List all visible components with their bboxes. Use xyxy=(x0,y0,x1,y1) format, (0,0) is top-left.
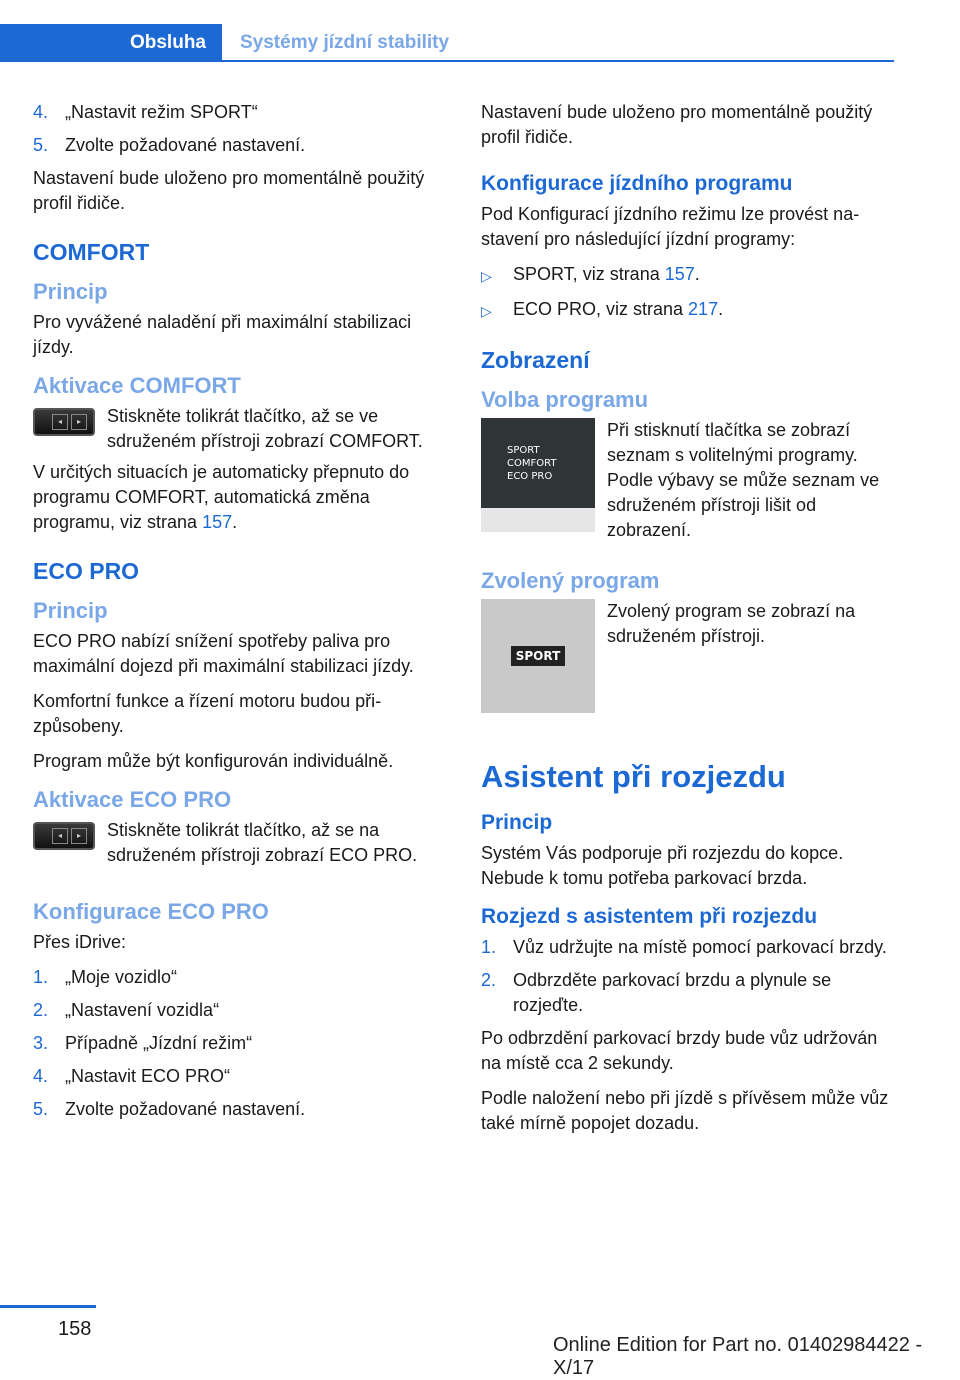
list-item: 3. Případně „Jízdní režim“ xyxy=(33,1033,253,1053)
drive-mode-button-icon: ◂ ▸ xyxy=(33,822,95,850)
page-number: 158 xyxy=(58,1318,92,1340)
footer-divider xyxy=(0,1305,96,1308)
list-item: 5. Zvolte požadované nastavení. xyxy=(33,1099,306,1119)
assistant-start-heading: Rozjezd s asistentem při rozjezdu xyxy=(481,905,818,928)
eco-princip-heading: Princip xyxy=(33,598,108,623)
eco-individual: Program může být konfigurován individuálně. xyxy=(33,751,394,771)
drive-mode-button-icon: ◂ ▸ xyxy=(33,408,95,436)
assistant-steps-list xyxy=(481,935,897,1018)
assistant-hold-text: Po odbrzdění parkovací brzdy bude vůz udržován na místě cca 2 sekundy. xyxy=(481,1028,878,1073)
config-text: Pod Konfigurací jízdního režimu lze provést nastavení pro následující jízdní programy: xyxy=(481,204,860,249)
left-column xyxy=(33,100,453,1130)
comfort-activation-row xyxy=(33,404,453,454)
list-item: 2. Odbrzděte parkovací brzdu a plynule se rozjeďte. xyxy=(481,970,832,1015)
assistant-load-text: Podle naložení nebo při jízdě s přívěsem může vůz také mírně popojet dozadu. xyxy=(481,1088,889,1133)
selected-text: Zvolený program se zobrazí na sdruženém přístroji. xyxy=(607,601,856,646)
selection-row xyxy=(481,418,897,543)
triangle-bullet-icon: ▷ xyxy=(481,268,492,284)
eco-config-heading: Konfigurace ECO PRO xyxy=(33,899,269,924)
config-heading: Konfigurace jízdního programu xyxy=(481,172,793,195)
program-list-screen: SPORT COMFORT ECO PRO xyxy=(481,418,595,532)
eco-activation-heading: Aktivace ECO PRO xyxy=(33,787,232,812)
eco-heading: ECO PRO xyxy=(33,558,140,584)
list-item: ▷ ECO PRO, viz strana 217. xyxy=(481,297,897,324)
assistant-princip-heading: Princip xyxy=(481,811,553,834)
selected-row xyxy=(481,599,897,713)
right-column xyxy=(481,100,897,1146)
list-item: 1. „Moje vozidlo“ xyxy=(33,967,178,987)
sport-steps-list xyxy=(33,100,453,158)
comfort-activation-heading: Aktivace COMFORT xyxy=(33,373,241,398)
eco-activation-text: Stiskněte tolikrát tlačítko, až se na sdruženém přístroji zobrazí ECO PRO. xyxy=(107,820,418,865)
sport-badge: SPORT xyxy=(511,646,566,666)
page-link[interactable]: 217 xyxy=(688,299,719,319)
eco-comfort-functions: Komfortní funkce a řízení motoru budou přizpůsobeny. xyxy=(33,691,382,736)
header-divider xyxy=(222,60,894,62)
eco-activation-row xyxy=(33,818,453,868)
chapter-tab[interactable]: Obsluha xyxy=(0,24,222,62)
eco-princip-text: ECO PRO nabízí snížení spotřeby paliva pro maximální dojezd při maximální stabilizaci jízdy. xyxy=(33,631,414,676)
comfort-heading: COMFORT xyxy=(33,239,150,265)
page-link[interactable]: 157 xyxy=(664,264,695,284)
saved-note: Nastavení bude uloženo pro momentálně použitý profil řidiče. xyxy=(33,168,425,213)
triangle-bullet-icon: ▷ xyxy=(481,303,492,319)
eco-steps-list xyxy=(33,965,453,1122)
display-heading: Zobrazení xyxy=(481,347,590,373)
saved-note: Nastavení bude uloženo pro momentálně použitý profil řidiče. xyxy=(481,102,873,147)
section-title[interactable]: Systémy jízdní stability xyxy=(240,32,450,53)
comfort-princip-heading: Princip xyxy=(33,279,108,304)
comfort-princip-text: Pro vyvážené naladění při maximální stabilizaci jízdy. xyxy=(33,312,412,357)
edition-note: Online Edition for Part no. 01402984422 - X/17 xyxy=(553,1334,923,1379)
selection-text: Při stisknutí tlačítka se zobrazí seznam s volitelnými programy. Podle výbavy se může seznam ve sdruženém přístroji lišit od zobrazení. xyxy=(607,420,880,540)
list-item: 5. Zvolte požadované nastavení. xyxy=(33,135,306,155)
list-item: ▷ SPORT, viz strana 157. xyxy=(481,262,897,289)
selected-program-screen xyxy=(481,599,595,713)
eco-via: Přes iDrive: xyxy=(33,932,127,952)
assistant-heading: Asistent při rozjezdu xyxy=(481,759,786,794)
comfort-activation-text: Stiskněte tolikrát tlačítko, až se ve sdruženém přístroji zobrazí COMFORT. xyxy=(107,406,423,451)
program-bullets xyxy=(481,262,897,324)
page-link[interactable]: 157 xyxy=(202,512,233,532)
comfort-auto-text: V určitých situacích je automaticky přepnuto do programu COMFORT, automatická změna programu, viz strana 157. xyxy=(33,462,410,532)
assistant-princip-text: Systém Vás podporuje při rozjezdu do kopce. Nebude k tomu potřeba parkovací brzda. xyxy=(481,843,844,888)
page-header xyxy=(0,0,960,64)
selected-heading: Zvolený program xyxy=(481,568,660,593)
list-item: 2. „Nastavení vozidla“ xyxy=(33,1000,220,1020)
selection-heading: Volba programu xyxy=(481,387,649,412)
list-item: 4. „Nastavit ECO PRO“ xyxy=(33,1066,231,1086)
list-item: 4. „Nastavit režim SPORT“ xyxy=(33,102,258,122)
list-item: 1. Vůz udržujte na místě pomocí parkovací brzdy. xyxy=(481,937,887,957)
